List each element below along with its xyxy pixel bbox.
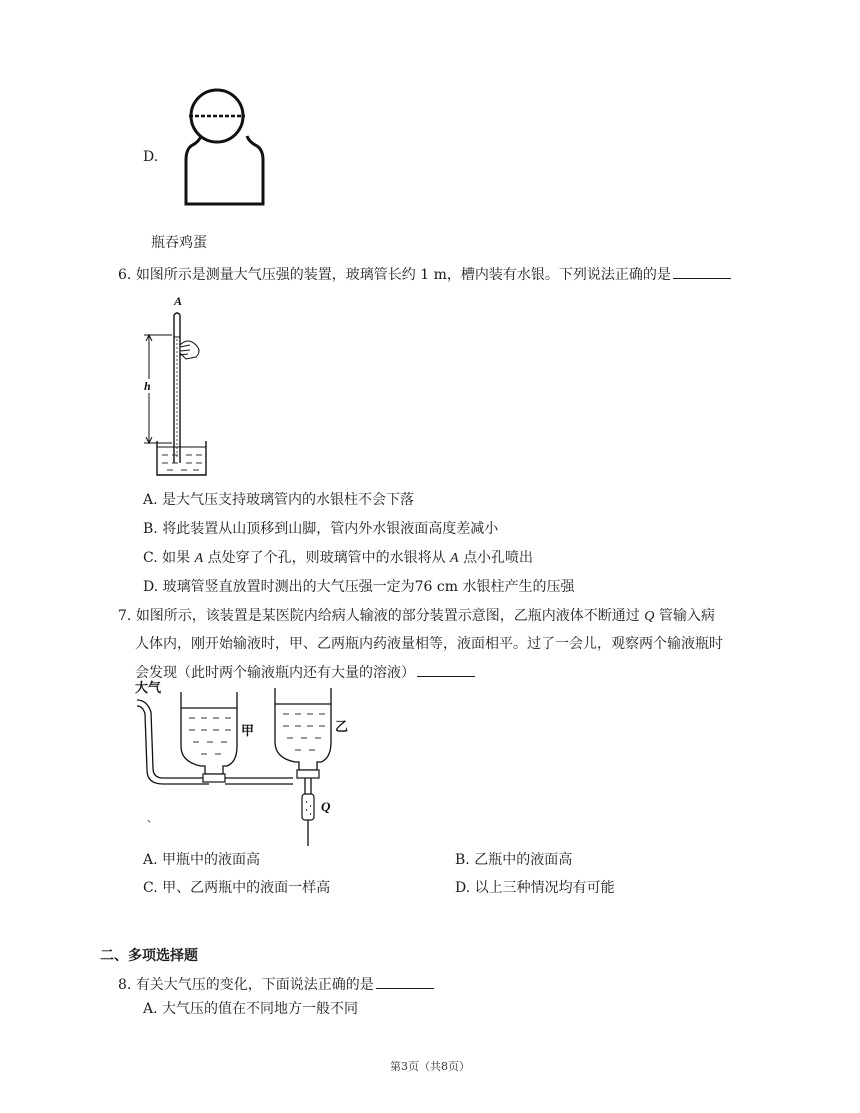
figure-label-bottle-1: 甲 bbox=[241, 724, 255, 739]
mercury-barometer-figure bbox=[140, 293, 215, 478]
section-heading: 二、多项选择题 bbox=[100, 948, 198, 964]
question-7-line1: 7. 如图所示，该装置是某医院内给病人输液的部分装置示意图，乙瓶内液体不断通过 Q 管输入病 bbox=[118, 608, 715, 624]
answer-blank[interactable] bbox=[376, 974, 434, 989]
q8-option-a[interactable]: A. 大气压的值在不同地方一般不同 bbox=[143, 1001, 359, 1017]
question-7-line2: 人体内，刚开始输液时，甲、乙两瓶内药液量相等，液面相平。过了一会儿，观察两个输液瓶时 bbox=[135, 636, 723, 652]
question-number: 7. bbox=[118, 608, 132, 624]
q6-option-b[interactable]: B. 将此装置从山顶移到山脚，管内外水银液面高度差减小 bbox=[143, 521, 499, 537]
question-6-stem: 6. 如图所示是测量大气压强的装置，玻璃管长约 1 m，槽内装有水银。下列说法正确的是 bbox=[118, 264, 731, 285]
figure-label-a: A bbox=[174, 294, 183, 308]
q6-option-c[interactable]: C. 如果 A 点处穿了个孔，则玻璃管中的水银将从 A 点小孔喷出 bbox=[143, 550, 534, 566]
q7-option-b[interactable]: B. 乙瓶中的液面高 bbox=[455, 852, 573, 868]
bottle-egg-figure bbox=[183, 84, 269, 210]
q6-option-a[interactable]: A. 是大气压支持玻璃管内的水银柱不会下落 bbox=[143, 492, 415, 508]
answer-blank[interactable] bbox=[417, 662, 475, 677]
figure-mark: 、 bbox=[147, 814, 157, 825]
page-footer: 第3页（共8页） bbox=[390, 1060, 470, 1073]
figure-label-h: h bbox=[144, 379, 151, 393]
q5-option-d-label: D. bbox=[143, 149, 159, 165]
figure-label-q: Q bbox=[321, 799, 331, 814]
q5-option-d-caption: 瓶吞鸡蛋 bbox=[151, 235, 207, 251]
question-number: 8. bbox=[118, 977, 132, 993]
question-8-stem: 8. 有关大气压的变化，下面说法正确的是 bbox=[118, 974, 434, 995]
q6-option-d[interactable]: D. 玻璃管竖直放置时测出的大气压强一定为76 cm 水银柱产生的压强 bbox=[143, 579, 575, 595]
answer-blank[interactable] bbox=[673, 264, 731, 279]
q7-option-c[interactable]: C. 甲、乙两瓶中的液面一样高 bbox=[143, 880, 331, 896]
question-7-line3: 会发现（此时两个输液瓶内还有大量的溶液） bbox=[135, 662, 475, 683]
q7-option-a[interactable]: A. 甲瓶中的液面高 bbox=[143, 852, 261, 868]
question-number: 6. bbox=[118, 267, 132, 283]
q7-option-d[interactable]: D. 以上三种情况均有可能 bbox=[455, 880, 615, 896]
figure-label-bottle-2: 乙 bbox=[335, 720, 349, 735]
figure-label-air: 大气 bbox=[135, 681, 162, 696]
infusion-bottles-figure bbox=[133, 678, 363, 850]
